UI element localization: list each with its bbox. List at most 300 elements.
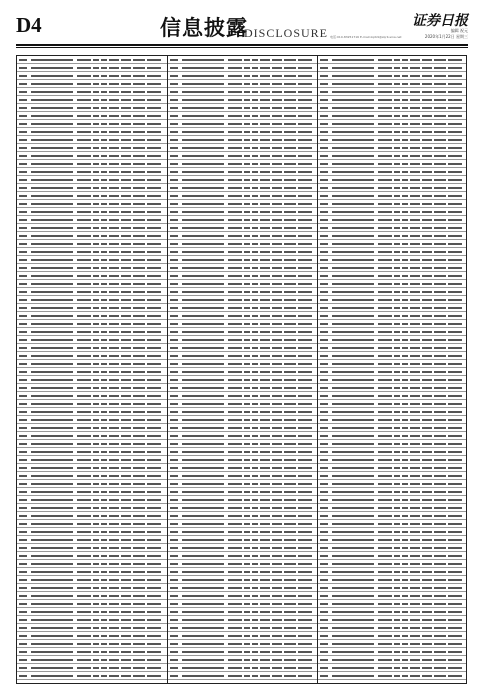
- table-row: [168, 440, 317, 448]
- table-row: [17, 104, 167, 112]
- table-cell: [402, 187, 408, 189]
- table-cell: [147, 243, 161, 245]
- table-cell: [402, 675, 408, 677]
- table-cell: [147, 115, 161, 117]
- table-cell: [228, 331, 242, 333]
- table-row: [318, 136, 466, 144]
- table-cell: [394, 283, 400, 285]
- table-cell: [77, 59, 91, 61]
- table-cell: [182, 211, 224, 213]
- table-cell: [378, 179, 392, 181]
- table-cell: [133, 75, 145, 77]
- table-cell: [228, 203, 242, 205]
- table-cell: [402, 115, 408, 117]
- table-cell: [77, 83, 91, 85]
- table-cell: [121, 595, 131, 597]
- table-cell: [378, 419, 392, 421]
- table-cell: [332, 379, 374, 381]
- table-cell: [228, 491, 242, 493]
- table-cell: [410, 531, 420, 533]
- table-cell: [448, 523, 462, 525]
- table-cell: [77, 635, 91, 637]
- table-cell: [93, 651, 99, 653]
- table-cell: [252, 227, 258, 229]
- table-cell: [394, 531, 400, 533]
- table-cell: [402, 427, 408, 429]
- table-cell: [320, 499, 328, 501]
- table-cell: [260, 451, 270, 453]
- table-cell: [378, 91, 392, 93]
- table-cell: [434, 371, 446, 373]
- table-row: [318, 96, 466, 104]
- table-cell: [410, 571, 420, 573]
- table-cell: [394, 91, 400, 93]
- table-cell: [93, 59, 99, 61]
- table-cell: [93, 627, 99, 629]
- table-row: [318, 296, 466, 304]
- table-cell: [394, 603, 400, 605]
- table-cell: [19, 67, 27, 69]
- table-cell: [77, 187, 91, 189]
- table-cell: [101, 419, 107, 421]
- table-cell: [394, 379, 400, 381]
- table-cell: [434, 675, 446, 677]
- table-cell: [298, 459, 312, 461]
- table-row: [168, 144, 317, 152]
- table-cell: [121, 403, 131, 405]
- table-row: [168, 120, 317, 128]
- table-cell: [19, 291, 27, 293]
- table-cell: [109, 267, 119, 269]
- table-cell: [31, 339, 73, 341]
- table-cell: [272, 299, 282, 301]
- table-cell: [298, 227, 312, 229]
- table-cell: [147, 515, 161, 517]
- table-cell: [147, 555, 161, 557]
- table-cell: [147, 91, 161, 93]
- table-cell: [320, 107, 328, 109]
- header-rule-thin: [16, 47, 468, 48]
- table-cell: [434, 499, 446, 501]
- table-cell: [410, 387, 420, 389]
- table-cell: [272, 411, 282, 413]
- table-cell: [182, 355, 224, 357]
- table-cell: [320, 147, 328, 149]
- table-row: [318, 312, 466, 320]
- table-row: [318, 152, 466, 160]
- table-cell: [31, 611, 73, 613]
- table-row: [17, 368, 167, 376]
- table-row: [168, 408, 317, 416]
- table-cell: [31, 635, 73, 637]
- table-cell: [284, 187, 296, 189]
- table-cell: [422, 595, 432, 597]
- table-cell: [252, 211, 258, 213]
- table-cell: [121, 259, 131, 261]
- table-cell: [31, 451, 73, 453]
- table-cell: [284, 499, 296, 501]
- table-cell: [320, 259, 328, 261]
- table-cell: [284, 435, 296, 437]
- table-cell: [182, 595, 224, 597]
- table-cell: [121, 643, 131, 645]
- table-cell: [332, 195, 374, 197]
- table-cell: [422, 539, 432, 541]
- table-cell: [182, 275, 224, 277]
- table-cell: [422, 227, 432, 229]
- table-cell: [228, 275, 242, 277]
- table-cell: [378, 659, 392, 661]
- table-cell: [19, 643, 27, 645]
- table-cell: [182, 315, 224, 317]
- table-cell: [252, 67, 258, 69]
- table-row: [17, 136, 167, 144]
- table-cell: [228, 315, 242, 317]
- table-cell: [394, 483, 400, 485]
- table-cell: [378, 459, 392, 461]
- table-cell: [402, 443, 408, 445]
- table-cell: [252, 355, 258, 357]
- table-cell: [378, 339, 392, 341]
- table-row: [318, 72, 466, 80]
- table-cell: [133, 675, 145, 677]
- table-cell: [332, 435, 374, 437]
- table-cell: [31, 75, 73, 77]
- table-cell: [93, 139, 99, 141]
- table-cell: [121, 331, 131, 333]
- table-cell: [434, 443, 446, 445]
- table-cell: [320, 283, 328, 285]
- table-cell: [228, 523, 242, 525]
- table-cell: [31, 467, 73, 469]
- table-cell: [121, 539, 131, 541]
- table-cell: [332, 507, 374, 509]
- table-cell: [410, 123, 420, 125]
- table-cell: [170, 459, 178, 461]
- table-cell: [109, 659, 119, 661]
- table-cell: [320, 419, 328, 421]
- table-cell: [434, 83, 446, 85]
- table-cell: [101, 139, 107, 141]
- table-row: [168, 112, 317, 120]
- table-cell: [109, 139, 119, 141]
- table-cell: [228, 235, 242, 237]
- table-cell: [170, 275, 178, 277]
- table-cell: [272, 515, 282, 517]
- table-cell: [260, 355, 270, 357]
- table-cell: [121, 515, 131, 517]
- table-cell: [448, 195, 462, 197]
- table-cell: [434, 667, 446, 669]
- table-cell: [272, 459, 282, 461]
- table-cell: [147, 347, 161, 349]
- table-cell: [410, 491, 420, 493]
- table-cell: [332, 179, 374, 181]
- table-cell: [228, 267, 242, 269]
- table-cell: [19, 467, 27, 469]
- table-row: [318, 240, 466, 248]
- table-cell: [93, 315, 99, 317]
- table-cell: [147, 539, 161, 541]
- table-cell: [101, 507, 107, 509]
- table-cell: [332, 667, 374, 669]
- table-cell: [19, 267, 27, 269]
- table-cell: [93, 563, 99, 565]
- table-cell: [244, 547, 250, 549]
- table-row: [318, 80, 466, 88]
- table-cell: [422, 283, 432, 285]
- table-cell: [378, 539, 392, 541]
- table-cell: [121, 347, 131, 349]
- table-cell: [109, 467, 119, 469]
- table-cell: [260, 435, 270, 437]
- table-cell: [410, 195, 420, 197]
- table-cell: [284, 75, 296, 77]
- table-cell: [244, 219, 250, 221]
- table-cell: [410, 235, 420, 237]
- table-cell: [332, 611, 374, 613]
- table-cell: [109, 675, 119, 677]
- table-cell: [31, 331, 73, 333]
- table-row: [318, 640, 466, 648]
- table-cell: [402, 387, 408, 389]
- table-cell: [228, 507, 242, 509]
- table-block-right: [318, 56, 466, 683]
- table-cell: [252, 539, 258, 541]
- table-cell: [378, 603, 392, 605]
- table-cell: [244, 355, 250, 357]
- table-cell: [244, 347, 250, 349]
- table-cell: [252, 595, 258, 597]
- table-cell: [228, 595, 242, 597]
- table-cell: [320, 91, 328, 93]
- table-cell: [170, 299, 178, 301]
- table-cell: [272, 419, 282, 421]
- table-cell: [260, 171, 270, 173]
- table-cell: [402, 123, 408, 125]
- table-cell: [101, 147, 107, 149]
- table-cell: [228, 467, 242, 469]
- table-cell: [434, 619, 446, 621]
- table-cell: [228, 251, 242, 253]
- table-cell: [244, 499, 250, 501]
- table-cell: [410, 211, 420, 213]
- table-cell: [109, 131, 119, 133]
- table-cell: [394, 643, 400, 645]
- table-cell: [410, 515, 420, 517]
- table-cell: [402, 283, 408, 285]
- table-cell: [170, 267, 178, 269]
- table-cell: [101, 163, 107, 165]
- table-cell: [170, 659, 178, 661]
- table-cell: [244, 539, 250, 541]
- table-cell: [332, 251, 374, 253]
- table-cell: [394, 611, 400, 613]
- table-cell: [332, 403, 374, 405]
- table-row: [17, 184, 167, 192]
- table-cell: [284, 475, 296, 477]
- table-cell: [147, 643, 161, 645]
- table-cell: [448, 395, 462, 397]
- table-cell: [422, 363, 432, 365]
- table-cell: [422, 307, 432, 309]
- table-cell: [448, 547, 462, 549]
- table-cell: [284, 315, 296, 317]
- table-block-left: [17, 56, 167, 683]
- table-cell: [133, 595, 145, 597]
- table-cell: [101, 75, 107, 77]
- table-cell: [298, 163, 312, 165]
- table-cell: [121, 587, 131, 589]
- table-cell: [394, 619, 400, 621]
- table-cell: [378, 587, 392, 589]
- table-cell: [378, 139, 392, 141]
- table-cell: [272, 179, 282, 181]
- table-cell: [448, 379, 462, 381]
- table-cell: [284, 267, 296, 269]
- table-cell: [272, 307, 282, 309]
- table-cell: [298, 675, 312, 677]
- table-cell: [19, 371, 27, 373]
- table-cell: [332, 579, 374, 581]
- table-cell: [378, 331, 392, 333]
- table-cell: [109, 307, 119, 309]
- table-cell: [448, 163, 462, 165]
- table-cell: [410, 219, 420, 221]
- table-cell: [422, 163, 432, 165]
- table-cell: [272, 203, 282, 205]
- table-row: [168, 488, 317, 496]
- table-cell: [394, 131, 400, 133]
- table-cell: [402, 451, 408, 453]
- table-cell: [272, 115, 282, 117]
- table-cell: [448, 427, 462, 429]
- table-cell: [121, 531, 131, 533]
- table-cell: [332, 515, 374, 517]
- table-cell: [410, 563, 420, 565]
- table-row: [318, 344, 466, 352]
- table-cell: [170, 315, 178, 317]
- table-cell: [109, 651, 119, 653]
- table-cell: [101, 187, 107, 189]
- table-cell: [410, 651, 420, 653]
- table-cell: [272, 523, 282, 525]
- table-cell: [260, 267, 270, 269]
- table-cell: [260, 243, 270, 245]
- table-cell: [272, 667, 282, 669]
- table-cell: [244, 179, 250, 181]
- table-cell: [101, 443, 107, 445]
- table-row: [168, 88, 317, 96]
- table-row: [17, 424, 167, 432]
- table-cell: [133, 499, 145, 501]
- table-row: [168, 480, 317, 488]
- table-cell: [272, 571, 282, 573]
- table-cell: [31, 211, 73, 213]
- table-cell: [272, 323, 282, 325]
- table-cell: [244, 523, 250, 525]
- table-cell: [394, 147, 400, 149]
- table-cell: [252, 427, 258, 429]
- table-cell: [394, 219, 400, 221]
- table-cell: [109, 491, 119, 493]
- table-cell: [410, 603, 420, 605]
- table-cell: [252, 91, 258, 93]
- table-cell: [332, 387, 374, 389]
- table-cell: [434, 123, 446, 125]
- table-cell: [244, 579, 250, 581]
- table-cell: [252, 563, 258, 565]
- table-cell: [121, 131, 131, 133]
- table-cell: [272, 675, 282, 677]
- table-cell: [422, 59, 432, 61]
- table-cell: [182, 531, 224, 533]
- table-cell: [410, 507, 420, 509]
- table-cell: [77, 227, 91, 229]
- table-cell: [101, 251, 107, 253]
- table-cell: [31, 659, 73, 661]
- table-cell: [147, 651, 161, 653]
- table-cell: [109, 275, 119, 277]
- table-cell: [170, 379, 178, 381]
- table-cell: [298, 587, 312, 589]
- table-cell: [93, 259, 99, 261]
- table-cell: [133, 611, 145, 613]
- table-row: [318, 632, 466, 640]
- table-cell: [422, 675, 432, 677]
- table-cell: [31, 419, 73, 421]
- table-cell: [394, 267, 400, 269]
- table-cell: [394, 83, 400, 85]
- table-cell: [298, 475, 312, 477]
- table-cell: [252, 491, 258, 493]
- table-cell: [298, 419, 312, 421]
- table-cell: [272, 387, 282, 389]
- table-cell: [252, 571, 258, 573]
- table-row: [318, 496, 466, 504]
- table-cell: [422, 531, 432, 533]
- table-cell: [448, 571, 462, 573]
- table-cell: [133, 515, 145, 517]
- table-row: [168, 64, 317, 72]
- table-cell: [402, 379, 408, 381]
- table-cell: [31, 355, 73, 357]
- table-cell: [19, 611, 27, 613]
- table-cell: [284, 363, 296, 365]
- table-cell: [284, 419, 296, 421]
- table-cell: [332, 627, 374, 629]
- table-cell: [182, 363, 224, 365]
- table-cell: [402, 619, 408, 621]
- table-cell: [260, 379, 270, 381]
- table-cell: [101, 451, 107, 453]
- table-cell: [252, 435, 258, 437]
- table-cell: [298, 291, 312, 293]
- table-cell: [147, 475, 161, 477]
- table-cell: [272, 659, 282, 661]
- table-cell: [394, 419, 400, 421]
- table-cell: [394, 499, 400, 501]
- table-row: [318, 616, 466, 624]
- table-cell: [272, 435, 282, 437]
- table-cell: [298, 371, 312, 373]
- table-row: [17, 168, 167, 176]
- table-cell: [422, 403, 432, 405]
- table-cell: [77, 659, 91, 661]
- table-cell: [182, 667, 224, 669]
- table-cell: [109, 155, 119, 157]
- table-row: [318, 672, 466, 680]
